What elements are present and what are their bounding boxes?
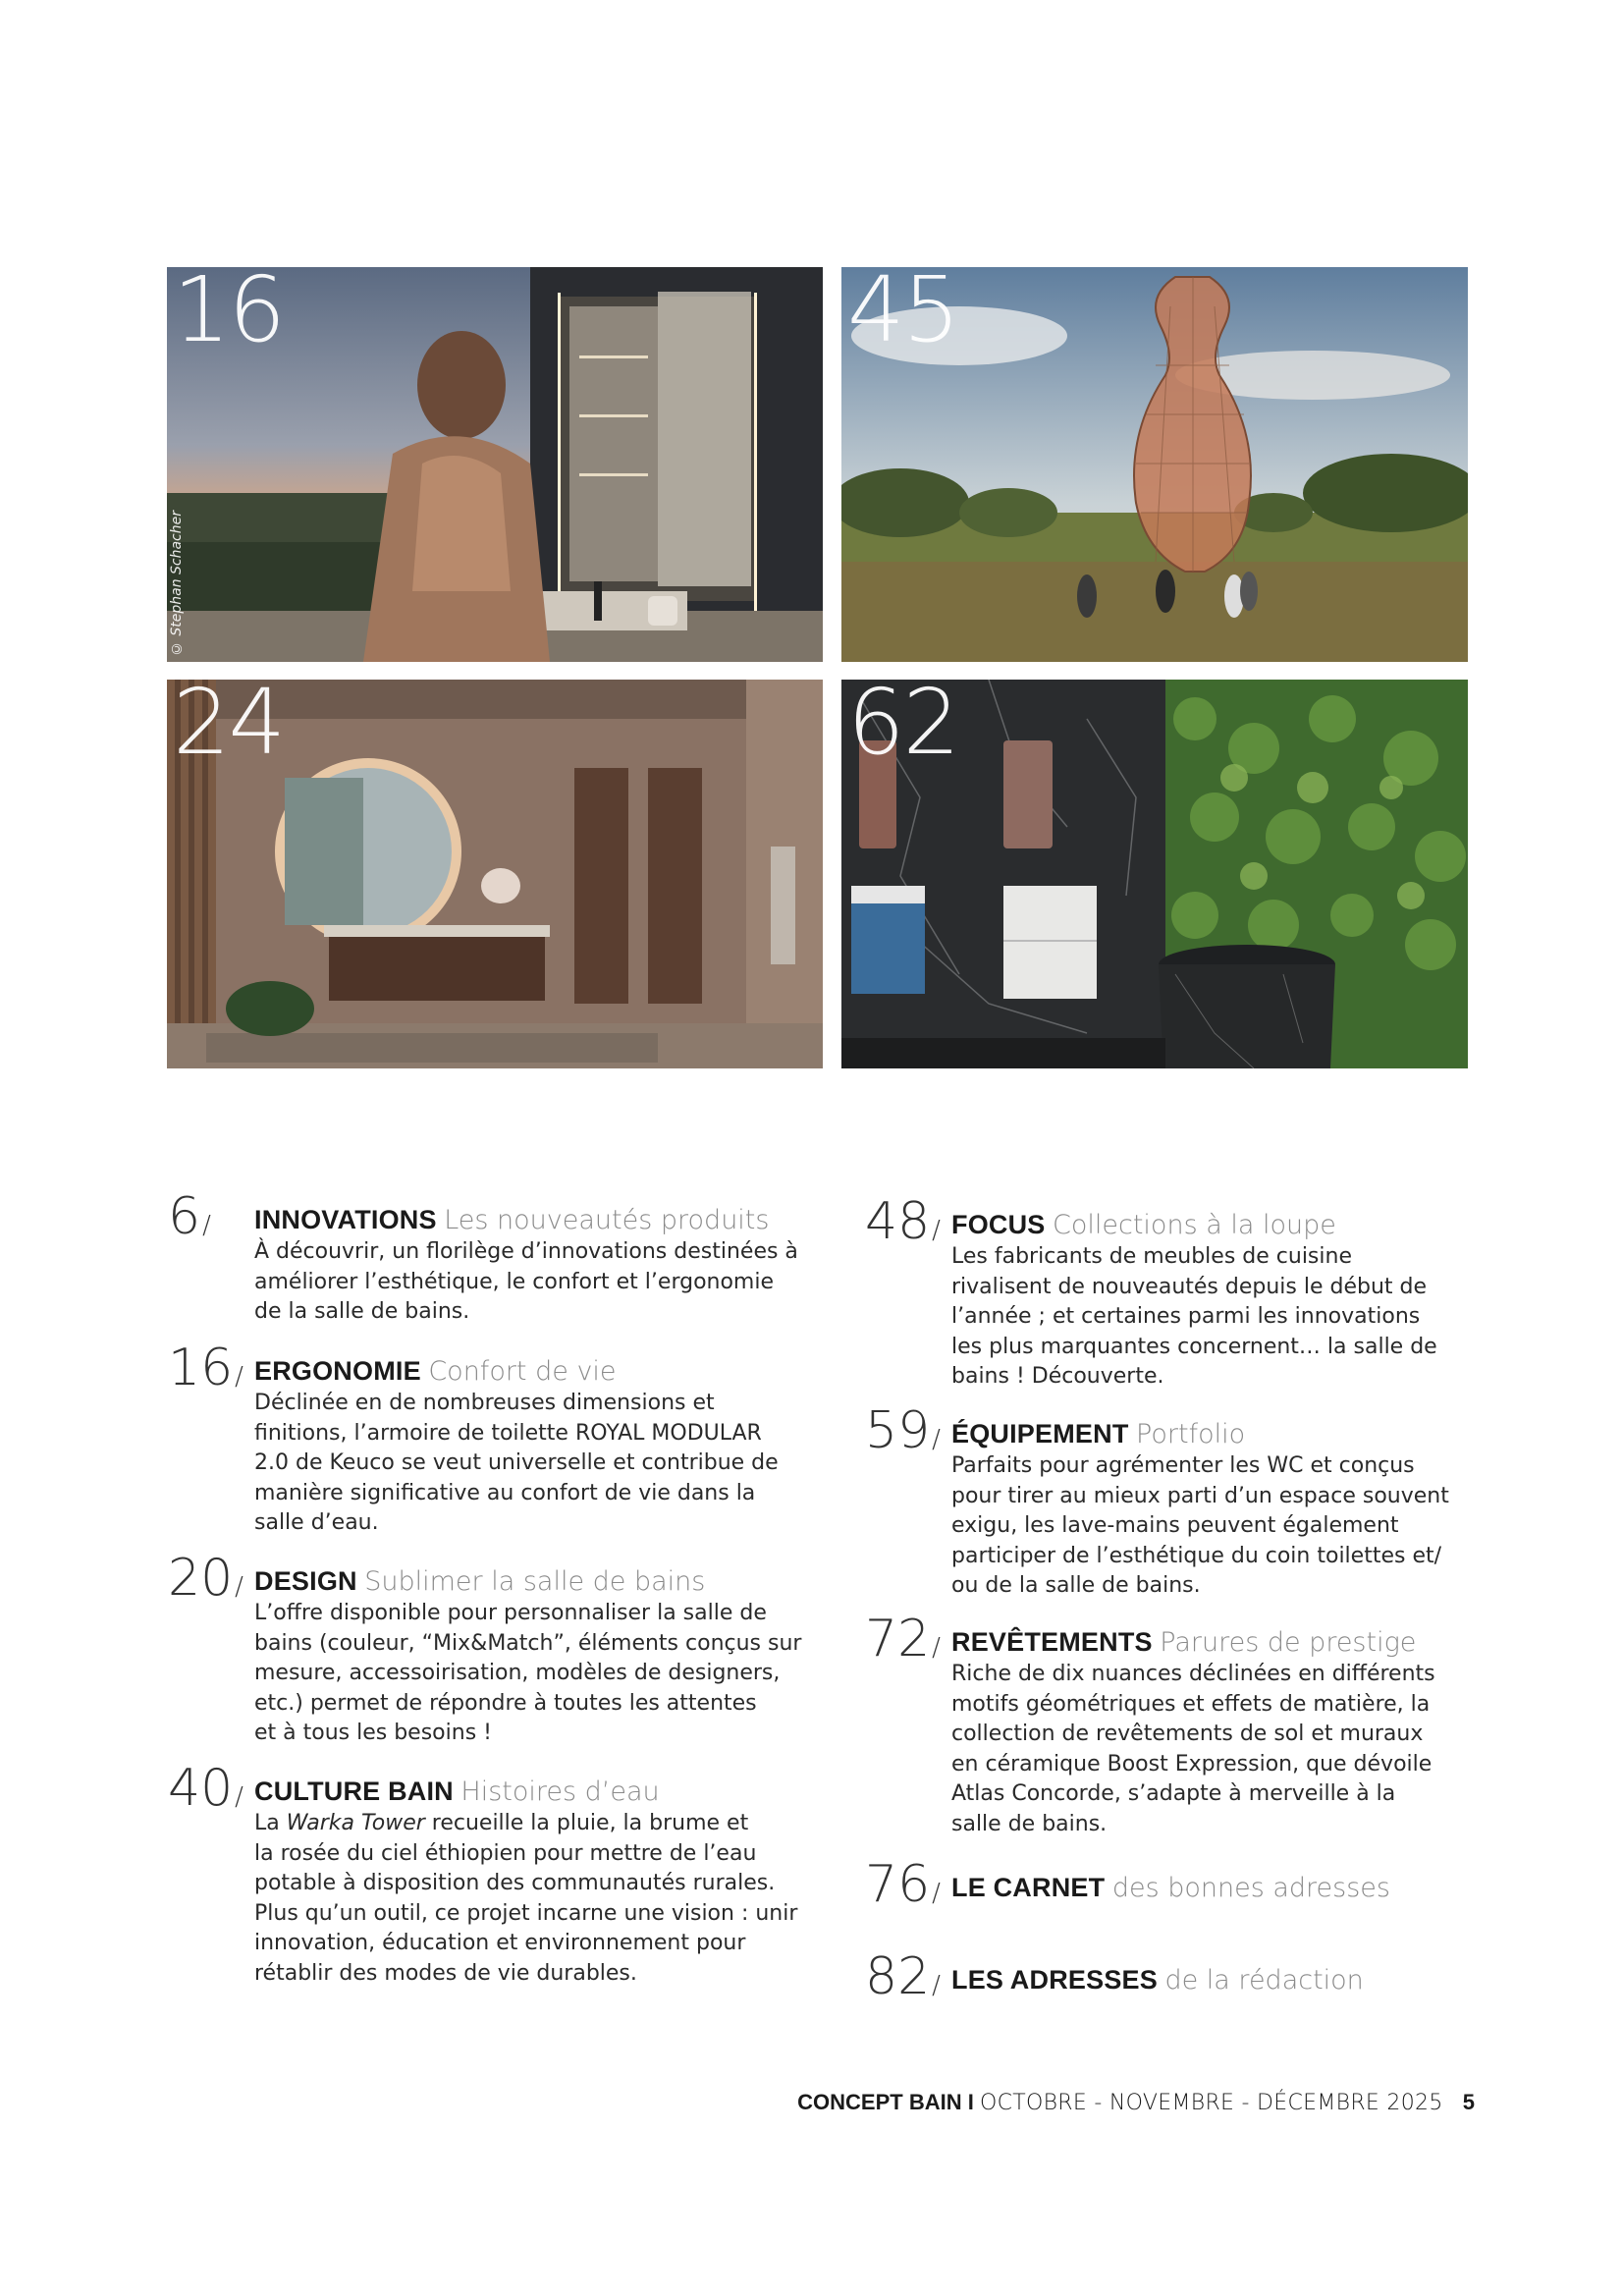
photo-page-number: 62 bbox=[847, 680, 959, 775]
toc-title: CULTURE BAIN bbox=[254, 1777, 454, 1806]
toc-subtitle: Parures de prestige bbox=[1160, 1627, 1417, 1658]
toc-subtitle: des bonnes adresses bbox=[1111, 1873, 1390, 1903]
toc-entry-ergonomie[interactable] bbox=[168, 1339, 824, 1539]
toc-subtitle: Collections à la loupe bbox=[1053, 1210, 1336, 1240]
photo-page-number: 24 bbox=[173, 680, 285, 775]
photo-culture-bain bbox=[841, 267, 1468, 662]
toc-title: REVÊTEMENTS bbox=[951, 1627, 1153, 1657]
photo-revetements bbox=[841, 680, 1468, 1068]
toc-entry-innovations[interactable] bbox=[168, 1187, 824, 1328]
toc-page-number: 20/ bbox=[168, 1549, 243, 1608]
toc-description: L’offre disponible pour personnaliser la salle de bains (couleur, “Mix&Match”, éléments conçus sur mesure, accessoirisation, modèles de designers, etc.) permet de répondre à toutes les attentes et à tous les besoins ! bbox=[254, 1601, 802, 1745]
toc-title: ÉQUIPEMENT bbox=[951, 1419, 1129, 1449]
toc-entry-revetements[interactable] bbox=[865, 1610, 1521, 1839]
toc-page-number: 82/ bbox=[865, 1947, 941, 2006]
photo-page-number: 45 bbox=[847, 267, 959, 362]
toc-entry-culture-bain[interactable] bbox=[168, 1759, 824, 1989]
toc-heading bbox=[951, 1963, 1521, 1997]
toc-heading bbox=[254, 1564, 824, 1599]
toc-title: FOCUS bbox=[951, 1210, 1046, 1239]
toc-description: Les fabricants de meubles de cuisine rivalisent de nouveautés depuis le début de l’année ; et certaines parmi les innovations les plus marquantes concernent… la salle de bains ! Découverte. bbox=[951, 1244, 1437, 1389]
toc-subtitle: de la rédaction bbox=[1164, 1965, 1364, 1995]
project-name: Warka Tower bbox=[286, 1811, 425, 1835]
toc-heading bbox=[951, 1625, 1521, 1660]
toc-page-number: 40/ bbox=[168, 1759, 243, 1818]
toc-heading bbox=[951, 1208, 1521, 1242]
toc-title: DESIGN bbox=[254, 1566, 357, 1596]
toc-page-number: 59/ bbox=[865, 1401, 941, 1460]
toc-subtitle: Les nouveautés produits bbox=[444, 1205, 770, 1235]
toc-description: La Warka Tower recueille la pluie, la brume et la rosée du ciel éthiopien pour mettre de l’eau potable à disposition des communautés rurales. Plus qu’un outil, ce projet incarne une vision : unir innovation, éducation et environnement pour rétablir des modes de vie durables. bbox=[254, 1811, 798, 1986]
toc-page-number: 72/ bbox=[865, 1610, 941, 1668]
toc-title: LE CARNET bbox=[951, 1873, 1106, 1902]
photo-credit: © Stephan Schacher bbox=[169, 510, 185, 656]
toc-description: À découvrir, un florilège d’innovations destinées à améliorer l’esthétique, le confort et l’ergonomie de la salle de bains. bbox=[254, 1239, 798, 1324]
toc-title: ERGONOMIE bbox=[254, 1356, 421, 1386]
toc-description: Riche de dix nuances déclinées en différents motifs géométriques et effets de matière, la collection de revêtements de sol et muraux en céramique Boost Expression, que dévoile Atlas Concorde, s’adapte à merveille à la salle de bains. bbox=[951, 1662, 1435, 1836]
toc-entry-focus[interactable] bbox=[865, 1192, 1521, 1393]
toc-page-number: 6/ bbox=[168, 1187, 211, 1246]
toc-title: LES ADRESSES bbox=[951, 1965, 1158, 1995]
toc-heading bbox=[254, 1775, 824, 1809]
photo-page-number: 16 bbox=[173, 267, 285, 362]
toc-heading bbox=[254, 1354, 824, 1389]
toc-heading bbox=[951, 1871, 1521, 1905]
issue-date: OCTOBRE - NOVEMBRE - DÉCEMBRE 2025 bbox=[979, 2091, 1443, 2115]
toc-entry-equipement[interactable] bbox=[865, 1401, 1521, 1602]
toc-heading bbox=[254, 1203, 824, 1237]
toc-page-number: 16/ bbox=[168, 1339, 243, 1397]
page-footer bbox=[797, 2090, 1475, 2115]
page-number: 5 bbox=[1462, 2090, 1475, 2114]
toc-description: Parfaits pour agrémenter les WC et conçus pour tirer au mieux parti d’un espace souvent exigu, les lave-mains peuvent également participer de l’esthétique du coin toilettes et/ ou de la salle de bains. bbox=[951, 1453, 1449, 1598]
photo-design bbox=[167, 680, 823, 1068]
magazine-name: CONCEPT BAIN I bbox=[797, 2090, 974, 2114]
toc-entry-le-carnet[interactable] bbox=[865, 1855, 1521, 1914]
toc-page-number: 48/ bbox=[865, 1192, 941, 1251]
toc-description: Déclinée en de nombreuses dimensions et finitions, l’armoire de toilette ROYAL MODULAR 2.0 de Keuco se veut universelle et contribue de manière significative au confort de vie dans la salle d’eau. bbox=[254, 1391, 779, 1535]
toc-subtitle: Histoires d’eau bbox=[460, 1777, 660, 1807]
toc-entry-les-adresses[interactable] bbox=[865, 1947, 1521, 2006]
toc-subtitle: Portfolio bbox=[1136, 1419, 1246, 1449]
toc-heading bbox=[951, 1417, 1521, 1451]
toc-page-number: 76/ bbox=[865, 1855, 941, 1914]
photo-ergonomie bbox=[167, 267, 823, 662]
toc-subtitle: Sublimer la salle de bains bbox=[364, 1566, 706, 1597]
toc-title: INNOVATIONS bbox=[254, 1205, 437, 1234]
toc-entry-design[interactable] bbox=[168, 1549, 824, 1749]
toc-subtitle: Confort de vie bbox=[428, 1356, 617, 1387]
